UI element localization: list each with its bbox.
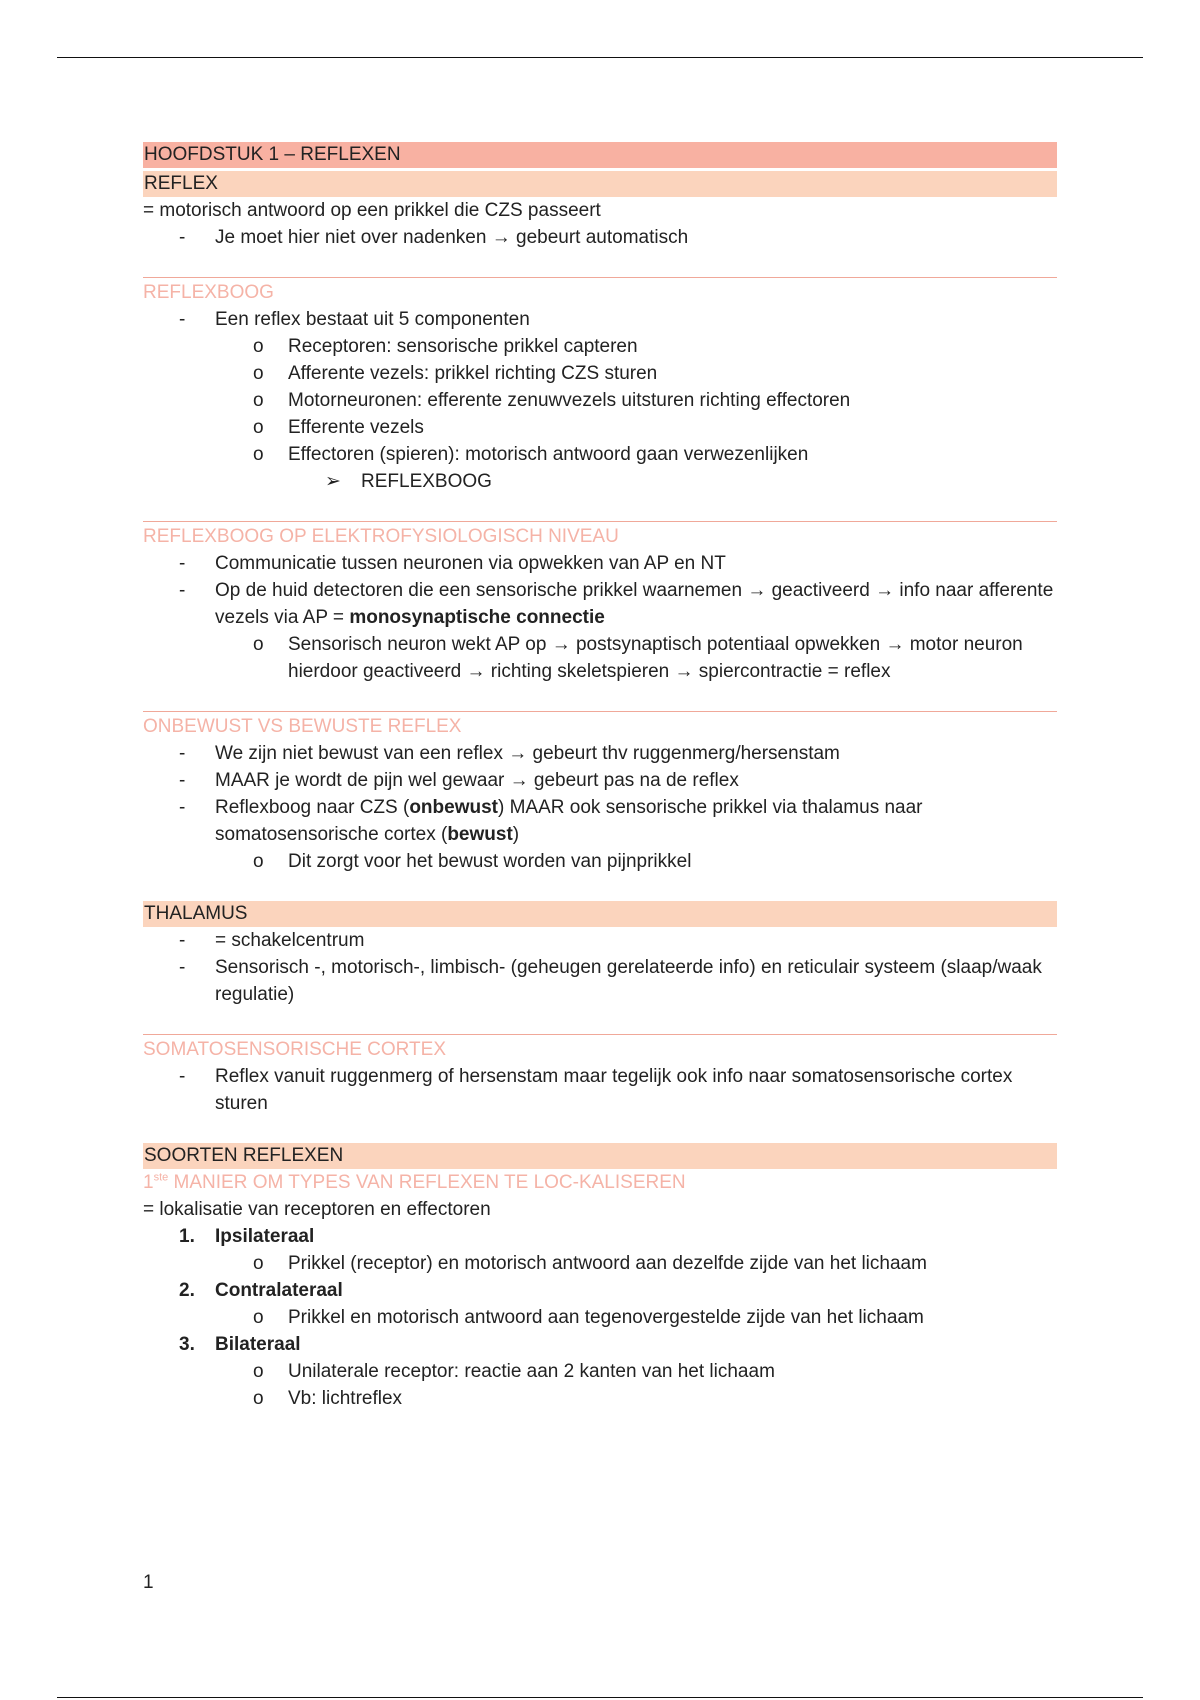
list-item: - Een reflex bestaat uit 5 componenten (143, 306, 1057, 333)
list-item: o Effectoren (spieren): motorisch antwoord gaan verwezenlijken (143, 441, 1057, 468)
list-item: - We zijn niet bewust van een reflex → gebeurt thv ruggenmerg/hersenstam (143, 740, 1057, 767)
section-title-soorten: SOORTEN REFLEXEN (143, 1143, 1057, 1169)
footer-rule (57, 1697, 1143, 1698)
section-title-reflex: REFLEX (143, 171, 1057, 197)
dash-marker: - (179, 743, 186, 764)
dash-marker: - (179, 930, 186, 951)
circle-marker: o (253, 390, 264, 411)
header-rule (57, 57, 1143, 58)
section-title-elektrofysiologisch: REFLEXBOOG OP ELEKTROFYSIOLOGISCH NIVEAU (143, 521, 1057, 550)
list-item: - MAAR je wordt de pijn wel gewaar → gebeurt pas na de reflex (143, 767, 1057, 794)
circle-marker: o (253, 1307, 264, 1328)
list-item: o Afferente vezels: prikkel richting CZS sturen (143, 360, 1057, 387)
list-item: o Prikkel en motorisch antwoord aan tegenovergestelde zijde van het lichaam (143, 1304, 1057, 1331)
circle-marker: o (253, 417, 264, 438)
page-number: 1 (143, 1572, 154, 1593)
circle-marker: o (253, 363, 264, 384)
list-item: - Op de huid detectoren die een sensorische prikkel waarnemen → geactiveerd → info naar afferente vezels via AP = monosynaptische connectie (143, 577, 1057, 631)
dash-marker: - (179, 1066, 186, 1087)
numbered-item: 1. Ipsilateraal (179, 1226, 315, 1247)
list-item: o Prikkel (receptor) en motorisch antwoord aan dezelfde zijde van het lichaam (143, 1250, 1057, 1277)
list-item: o Motorneuronen: efferente zenuwvezels uitsturen richting effectoren (143, 387, 1057, 414)
reflex-definition: = motorisch antwoord op een prikkel die CZS passeert (143, 200, 601, 221)
dash-marker: - (179, 957, 186, 978)
dash-marker: - (179, 227, 186, 248)
circle-marker: o (253, 336, 264, 357)
dash-marker: - (179, 553, 186, 574)
list-item: o Vb: lichtreflex (143, 1385, 1057, 1412)
list-item: - Sensorisch -, motorisch-, limbisch- (geheugen gerelateerde info) en reticulair systeem (slaap/waak regulatie) (143, 954, 1057, 1008)
soorten-definition: = lokalisatie van receptoren en effectoren (143, 1199, 491, 1220)
dash-marker: - (179, 770, 186, 791)
subtitle-localisatie: 1ste MANIER OM TYPES VAN REFLEXEN TE LOC-KALISEREN (143, 1171, 686, 1193)
dash-marker: - (179, 580, 186, 601)
numbered-item: 3. Bilateraal (179, 1334, 301, 1355)
dash-marker: - (179, 309, 186, 330)
arrow-bullet-icon: ➢ (325, 471, 341, 492)
numbered-item: 2. Contralateraal (179, 1280, 343, 1301)
list-item: - Reflexboog naar CZS (onbewust) MAAR ook sensorische prikkel via thalamus naar somatosensorische cortex (bewust) (143, 794, 1057, 848)
list-item: - = schakelcentrum (143, 927, 1057, 954)
list-item: - Reflex vanuit ruggenmerg of hersenstam maar tegelijk ook info naar somatosensorische cortex sturen (143, 1063, 1057, 1117)
list-item: o Dit zorgt voor het bewust worden van pijnprikkel (143, 848, 1057, 875)
chapter-title: HOOFDSTUK 1 – REFLEXEN (143, 142, 1057, 168)
section-title-reflexboog: REFLEXBOOG (143, 277, 1057, 306)
circle-marker: o (253, 444, 264, 465)
document-page (143, 142, 1057, 1412)
circle-marker: o (253, 1361, 264, 1382)
list-item: - Je moet hier niet over nadenken → gebeurt automatisch (143, 224, 1057, 251)
list-item: - Communicatie tussen neuronen via opwekken van AP en NT (143, 550, 1057, 577)
list-item: o Unilaterale receptor: reactie aan 2 kanten van het lichaam (143, 1358, 1057, 1385)
list-item: o Receptoren: sensorische prikkel capteren (143, 333, 1057, 360)
dash-marker: - (179, 797, 186, 818)
list-item: o Efferente vezels (143, 414, 1057, 441)
section-title-onbewust: ONBEWUST VS BEWUSTE REFLEX (143, 711, 1057, 740)
circle-marker: o (253, 1253, 264, 1274)
section-title-cortex: SOMATOSENSORISCHE CORTEX (143, 1034, 1057, 1063)
circle-marker: o (253, 634, 264, 655)
circle-marker: o (253, 851, 264, 872)
list-item: ➢ REFLEXBOOG (143, 468, 1057, 495)
list-item: o Sensorisch neuron wekt AP op → postsynaptisch potentiaal opwekken → motor neuron hierdoor geactiveerd → richting skeletspieren → spiercontractie = reflex (143, 631, 1057, 685)
section-title-thalamus: THALAMUS (143, 901, 1057, 927)
circle-marker: o (253, 1388, 264, 1409)
